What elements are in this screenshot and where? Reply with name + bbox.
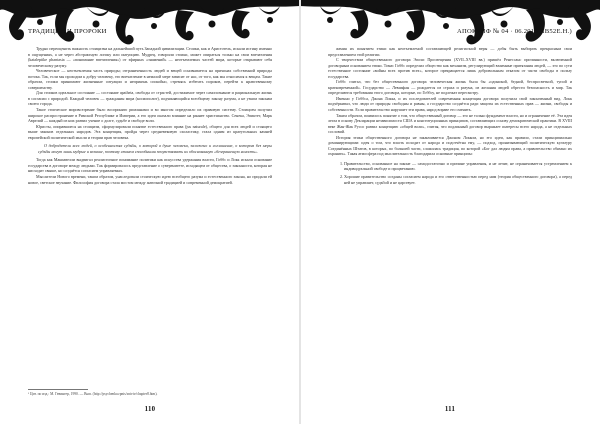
right-page xyxy=(300,0,600,424)
list-item: 1. Правительство, основанное на законе — самодостаточно и причине управления, и не лечит, не ограничивается устремлением к индивидуальной свободе и процветанию. xyxy=(344,161,572,172)
numbered-list xyxy=(328,161,572,185)
paragraph: Именно у Гоббса, Джона Локка, и их последователей современная концепция договора получила свой законченный вид. Локк подчёркивал, что люди от природы свободны и равны, а государство создаётся ради защиты их естественных прав — жизни, свободы и собственности. Если правительство нарушает эти права, народ вправе его сменить. xyxy=(328,95,572,113)
paragraph: жения их понятием этики как неотъемлемой составляющей религиозной веры — добы быть выбирать прекрасным свои представлением этой религии. xyxy=(328,46,572,57)
paragraph: С творчеством общественного договора Эпохи Просвещения (XVII–XVIII вв.) пришёл Ренессанс причинности, включенной договорным основанием этики. Томас Гоббс определил общество как механизм, регулирующий взаимные притязания людей, — это по сути естественное состояние «войны всех против всех», которое прекращается лишь добровольным отказом от части свободы в пользу государства. xyxy=(328,57,572,79)
paragraph: Юристы, опиравшиеся на стоицизм, сформулировали понятие естественного права (jus naturale), общего для всех людей и стоящего выше законов отдельных народов. Эта концепция, пройдя через средневековую схоластику, стала одним из краеугольных камней европейской политической мысли и теории прав человека. xyxy=(28,123,272,140)
page-number-right: 111 xyxy=(444,406,456,413)
paragraph: Для стоиков идеальное состояние — состояние apatheia, свободы от страстей, достижимое через самопознание и рациональную жизнь в согласии с природой. Каждый человек — гражданин мира (космополит), подчиняющийся всеобщему закону разума, а не узким законам своего города. xyxy=(28,90,272,107)
paragraph: Такое стоическое мировоззрение было воспринято римлянами и во многом определило их правовую систему. Стоицизм получил широкое распространение в Римской Республике и Империи, а его идеи оказали влияние на раннее христианство. Сенека, Эпиктет, Марк Аврелий — каждый из них развил учение о долге, судьбе и свободе воли. xyxy=(28,107,272,124)
footnote-rule xyxy=(28,389,88,390)
paragraph: Человеческое — неотъемлемая часть природы; отграниченность людей и вещей основывается на причинах собственной природы потока. Так, если мы проходим к добру человеку, это впечатление в немалой мере зависит от нас, от того, как мы относимся к вещам. Такие образом, стоики принимают жизненные ситуации и неприязнь спокойно, стремясь избегать пороков, перейти к нравственному совершенству. xyxy=(28,68,272,90)
running-head-right: АПОКРИФ № 04 · 06.2016 (IB52E.H.) xyxy=(457,28,572,35)
list-item: 2. Хорошие правительство созданы согласием народа и его ответственностью перед ним (теория общественного договора), а перед ней не управляет, судьбой и не царствует. xyxy=(344,174,572,185)
paragraph: Трудно переоценить важность стоицизма на дальнейший путь Западной цивилизации. Стоики, как и Аристотель, искали истину именно в ощущениях, а не через абстрактную логику или интуицию. Мудрец, говорили стоики, может опираться только на свои впечатления (kataleptike phantasia — «понимание впечатления») от эфирных «знамений» — неотъемлемых частей мира, которые открывают себя человеческому разуму. xyxy=(28,46,272,68)
paragraph: Мыслители Нового времени, таким образом, унаследовали стоическую идею всеобщего разума и естественного закона, но придали ей новое, светское звучание. Философия договора стала мостом между античной традицией и современной демократией. xyxy=(28,174,272,185)
paragraph: Таким образом, появилось понятие о том, что общественный договор — это не только фундамент власти, но и ограничение её. Эта идея легла в основу Декларации независимости США и конституционных принципов, составляющих основу демократической практики. В XVIII веке Жан-Жак Руссо развил концепцию «общей воли», считая, что подлинный договор выражает интересы всего народа, а не отдельных сословий. xyxy=(328,112,572,135)
paragraph: Гоббс считал, что без общественного договора человеческая жизнь была бы «одинокой, бедной, беспросветной, тупой и кратковременной». Государство — Левиафан — рождается из страха и разума, из желания людей обрести безопасность и мир. Так определяются требования этого договора, которые, по Гоббсу, не подлежат пересмотру. xyxy=(328,79,572,96)
paragraph: История этики общественного договора не заканчивается Джоном Локком, но его идеи, как правило, стали принципиально доминирующими: идея о том, что власть исходит от народа и подотчётна ему, — подход, пронизывающий политическую культуру Соединённых Штатов, в которых, по большей части, сложилась традиция, по которой «Бог дал людям права, а правительство обязано их охранять». Такая атмосфера под мыслительность благодарила основные принципы: xyxy=(328,134,572,157)
page-number-left: 110 xyxy=(144,406,156,413)
paragraph: Тогда как Макиавелли выдвигал реалистичное понимание политики как искусства удержания власти, Гоббс и Локк искали основание государства в договоре между людьми. Так формировалось представление о суверенитете, исходящем от общества, о законности, которая не нисходит свыше, но создаётся согласием управляемых. xyxy=(28,157,272,174)
block-quote: О добродетели всех людей, о особенностях судьбы, о которой в душе человека, заложено и соглашение, о котором без меры судьбы могут лишь мудрые и великие, поэтому станем способными почувствовать их обоснованную «безграничную ясность». xyxy=(38,143,272,154)
footnote: ¹ Цит. по изд.: М. Гевингер, 1990. — Вып. (http://psychenka.rpnis/sniviv/chapter8.htm). xyxy=(28,392,158,396)
running-head-left: ТРАДИЦИИ И ПРОРОКИ xyxy=(28,28,107,35)
left-body-text xyxy=(28,46,272,185)
right-body-text xyxy=(328,46,572,187)
